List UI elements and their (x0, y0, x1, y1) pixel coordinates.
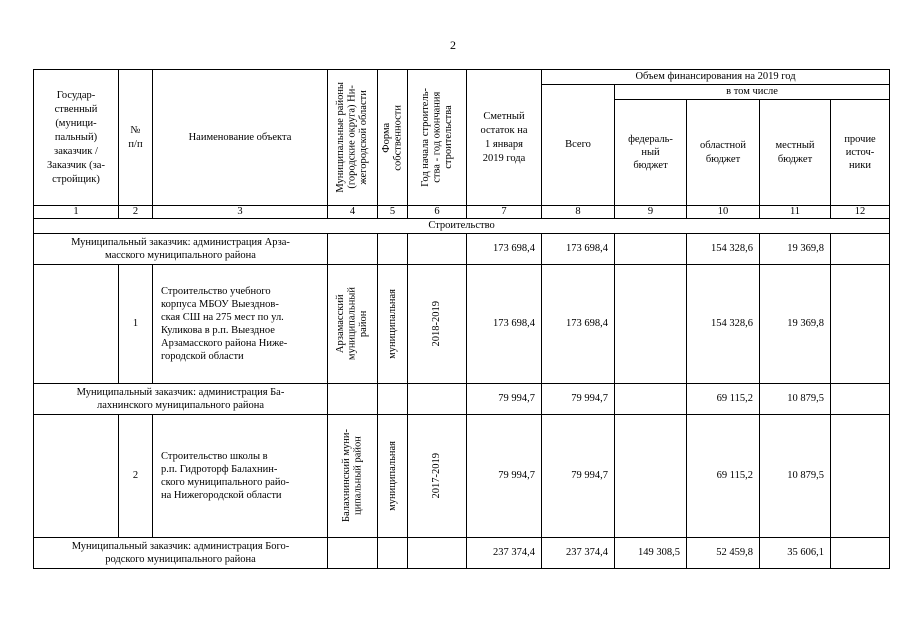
local-value: 35 606,1 (760, 538, 831, 569)
estimate-value: 237 374,4 (467, 538, 542, 569)
empty-cell (408, 384, 467, 415)
empty-cell (328, 538, 378, 569)
column-number-row (34, 206, 890, 219)
header-regional: областной бюджет (687, 100, 760, 206)
object-row (34, 415, 890, 538)
column-number: 5 (378, 206, 408, 219)
object-years (408, 415, 467, 538)
empty-cell (378, 234, 408, 265)
section-title: Строительство (34, 219, 890, 234)
column-number: 12 (831, 206, 890, 219)
header-financing: Объем финансирования на 2019 год (542, 70, 890, 85)
customer-row (34, 234, 890, 265)
column-number: 8 (542, 206, 615, 219)
regional-value: 154 328,6 (687, 265, 760, 384)
column-number: 11 (760, 206, 831, 219)
empty-cell (328, 234, 378, 265)
column-number: 7 (467, 206, 542, 219)
total-value: 173 698,4 (542, 265, 615, 384)
local-value: 19 369,8 (760, 234, 831, 265)
object-ownership (378, 415, 408, 538)
local-value: 10 879,5 (760, 415, 831, 538)
header-other: прочие источ- ники (831, 100, 890, 206)
object-years-text: 2017-2019 (431, 453, 443, 499)
header-federal: федераль- ный бюджет (615, 100, 687, 206)
header-including: в том числе (615, 85, 890, 100)
regional-value: 154 328,6 (687, 234, 760, 265)
object-name: Строительство учебного корпуса МБОУ Выезднов- ская СШ на 275 мест по ул. Куликова в р.п. Выездное Арзамасского района Ниже- городской области (153, 265, 328, 384)
estimate-value: 173 698,4 (467, 234, 542, 265)
object-district (328, 265, 378, 384)
object-number: 2 (119, 415, 153, 538)
estimate-value: 79 994,7 (467, 415, 542, 538)
object-ownership (378, 265, 408, 384)
federal-value (615, 415, 687, 538)
other-value (831, 415, 890, 538)
header-estimate: Сметный остаток на 1 января 2019 года (467, 70, 542, 206)
empty-cell (378, 538, 408, 569)
total-value: 237 374,4 (542, 538, 615, 569)
total-value: 79 994,7 (542, 384, 615, 415)
header-district (328, 70, 378, 206)
column-number: 3 (153, 206, 328, 219)
customer-row (34, 384, 890, 415)
local-value: 19 369,8 (760, 265, 831, 384)
object-district-text: Арзамасский муниципальный район (335, 287, 370, 361)
other-value (831, 384, 890, 415)
estimate-value: 79 994,7 (467, 384, 542, 415)
federal-value: 149 308,5 (615, 538, 687, 569)
federal-value (615, 265, 687, 384)
header-object-name: Наименование объекта (153, 70, 328, 206)
header-ownership (378, 70, 408, 206)
object-district-text: Балахнинский муни- ципальный район (340, 429, 364, 523)
header-years (408, 70, 467, 206)
object-name: Строительство школы в р.п. Гидроторф Балахнин- ского муниципального райо- на Нижегородской области (153, 415, 328, 538)
customer-name: Муниципальный заказчик: администрация Арза- масского муниципального района (34, 234, 328, 265)
empty-cell (378, 384, 408, 415)
empty-cell (408, 234, 467, 265)
column-number: 2 (119, 206, 153, 219)
object-district (328, 415, 378, 538)
federal-value (615, 384, 687, 415)
header-ownership-text: Форма собственности (380, 104, 404, 171)
object-years (408, 265, 467, 384)
other-value (831, 538, 890, 569)
column-number: 4 (328, 206, 378, 219)
empty-cell (328, 384, 378, 415)
header-district-text: Муниципальные районы (городские округа) Ни- жегородской области (335, 82, 370, 193)
object-row (34, 265, 890, 384)
object-number: 1 (119, 265, 153, 384)
total-value: 173 698,4 (542, 234, 615, 265)
header-years-text: Год начала строитель- ства - год окончания строительства (419, 88, 454, 187)
regional-value: 69 115,2 (687, 384, 760, 415)
column-number: 10 (687, 206, 760, 219)
regional-value: 52 459,8 (687, 538, 760, 569)
empty-cell (34, 265, 119, 384)
object-ownership-text: муниципальная (386, 289, 398, 359)
column-number: 9 (615, 206, 687, 219)
total-value: 79 994,7 (542, 415, 615, 538)
header-customer: Государ- ственный (муници- пальный) заказчик / Заказчик (за- стройщик) (34, 70, 119, 206)
header-local: местный бюджет (760, 100, 831, 206)
header-total: Всего (542, 85, 615, 206)
column-number: 6 (408, 206, 467, 219)
other-value (831, 234, 890, 265)
other-value (831, 265, 890, 384)
estimate-value: 173 698,4 (467, 265, 542, 384)
column-number: 1 (34, 206, 119, 219)
empty-cell (34, 415, 119, 538)
object-ownership-text: муниципальная (386, 441, 398, 511)
customer-row (34, 538, 890, 569)
customer-name: Муниципальный заказчик: администрация Ба- лахнинского муниципального района (34, 384, 328, 415)
page-number: 2 (450, 38, 456, 52)
regional-value: 69 115,2 (687, 415, 760, 538)
object-years-text: 2018-2019 (431, 301, 443, 347)
financing-table (33, 69, 890, 569)
customer-name: Муниципальный заказчик: администрация Бого- родского муниципального района (34, 538, 328, 569)
federal-value (615, 234, 687, 265)
empty-cell (408, 538, 467, 569)
local-value: 10 879,5 (760, 384, 831, 415)
header-num: № п/п (119, 70, 153, 206)
